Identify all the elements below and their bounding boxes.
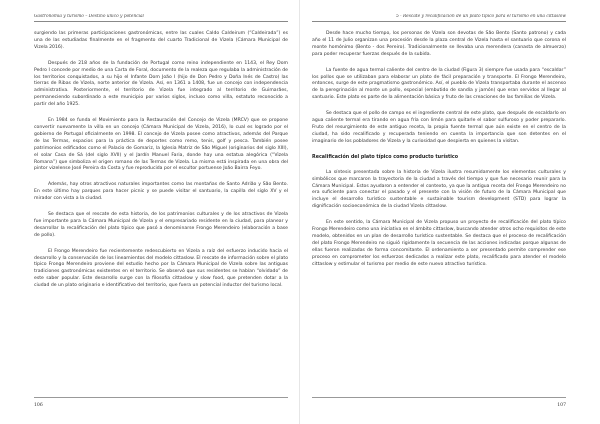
left-page-number: 106 [34, 403, 43, 408]
paragraph: Desde hace mucho tiempo, los personas de Vizela son devotas de São Bento (Santo patrono) y cada año el 11 de Julio organizan una procesión desde la plaza central de Vizela hasta el santuario que corona el monte homónimo (Bento - dos Pereiro). Tradicionalmente se llevaba una merendera (canasta de almuerzo) para poder recuperar fuerzas después de la subida. [312, 31, 566, 57]
section-heading: Recalificación del plato típico como producto turístico [312, 154, 459, 160]
left-running-head: Gastronomía y turismo – Destino único y potencial [34, 14, 288, 22]
paragraph: El Frongo Merendeiro fue recientemente redescubierto en Vizela a raíz del esfuerzo inducido hacia el desarrollo y la conservación de los lineamientos del modelo cittaslow. El rescate de información sobre el plato típico Frongo Merendeiro proviene del estudio hecho por la Cámara Municipal de Vizela sobre las antiguas tradiciones gastronómicas existentes en el territorio. Se observó que sus residentes se habían “olvidado” de este saber popular. Este desarrollo surge con la filosofía cittaslow y slow food, que pretenden dotar a la ciudad de un plato originario e identificativo del territorio, que fuera un potencial inductor del turismo local. [34, 248, 288, 289]
paragraph: En este sentido, la Cámara Municipal de Vizela propuso un proyecto de recalificación del plato típico Frongo Merendeiro como una iniciativa en el ámbito cittaslow, buscando atender otros ocho requisitos de este modelo, obtenidos en un plan de desarrollo turístico sustentable. Se destaca que el proceso de recalificación del plato Frongo Merendeiro no siguió rigidamente la secuencia de las acciones indicadas porque algunas de ellas fueron realizadas de forma concomitante. El ordenamiento a ser presentado permite comprender ese proceso en comprometer los esfuerzos dedicados a realizar este plato, recalificado para atender el modelo cittaslow y estimular el turismo por medio de este nuevo atractivo turístico. [312, 220, 567, 267]
paragraph: Además, hay otros atractivos naturales importantes como las montañas de Santo Adrião y São Bento. En este último hay parques para hacer picnic y se puede visitar el santuario, la capilla del siglo XV y el mirador con vista a la ciudad. [34, 182, 288, 202]
right-footer-rule [312, 397, 566, 398]
right-page-number: 107 [557, 403, 566, 408]
paragraph: La fuente de agua termal caliente del centro de la ciudad (Figura 3) siempre fue usada para “escaldar” los pollos que se utilizaban para elaborar un plato de fácil preparación y transporte. El Frongo Merendeiro, entonces, surge de este pragmatismo gastronómico. Así, el pueblo de Vizela transportaba durante el ascenso de la peregrinación al monte un pollo, especial (embutido de sandía y jamón) que eran servidos al llegar al santuario. Este plato es parte de la alimentación básica y fruto de las creaciones de las familias de Vizela. [312, 67, 566, 101]
right-running-head: 5 · Rescate y recalificación de un plato típico para el turismo en una cittaslow [312, 14, 566, 22]
paragraph: surgiendo las primeras participaciones gastronómicas, entre las cuales Caldo Caldeirum (“Caldeirada”) es una de las estudiadas finalmente en el fragmento del cuarto Tradicional de Vizela (Cámara Municipal de Vizela 2016). [34, 31, 288, 50]
left-body-text [34, 31, 288, 290]
paragraph: Se destaca que el pollo de campo es el ingrediente central de este plato, que después de escaldarlo en agua caliente termal era tirando en agua fría con limón para quitarle el sabor sulfuroso y poder prepararlo. Fruto del resurgimiento de este antiguo receta, la propia fuente termal que aún existe en el centro de la ciudad, ha sido recalificado y recuperada teniendo en cuenta la importancia que son detentes en el imaginario de los pobladores de Vizela y la curiosidad que despierta en quienes la visitan. [312, 111, 566, 144]
paragraph: Se destaca que el rescate de esta historia, de los patrimonios culturales y de los atractivos de Vizela fue importante para la Cámara Municipal de Vizela y el empresariado residente en la ciudad, para planear y desarrollar la recalificación del plato típico que pasó a denominarse Frongo Merendeiro (elaboración a base de pollo). [34, 212, 288, 238]
left-footer-rule [34, 397, 288, 398]
paragraph: La síntesis presentada sobre la historia de Vizela ilustra resumidamente los elementos culturales y simbólicos que marcaron la trayectoria de la ciudad a través del tiempo y que fue necesario reunir para la Cámara Municipal. Estos ayudaron a entender el contexto, ya que la antigua receta del Frongo Merendeiro no era suficiente para conectar el pasado y el presente con la visión de futuro de la Cámara Municipal que incluye el desarrollo turístico sustentable e sustainable tourism development (STD) para lograr la dignificación socioeconómica de la ciudad Vizela cittaslow. [312, 169, 566, 210]
paragraph: Después de 218 años de la fundación de Portugal como reino independiente en 1143, el Rey Dom Pedro I concede por medio de una Carta de Foral, documento de la realeza que regulaba la administración de los territorios conquistados, a su hijo el Infante Dom João I (hijo de Don Pedro y Doña Inés de Castro) las tierras de Ribas de Vizela, norte anterior de Vizela. Así, en 1361 a 1408, fue un concejo con independencia administrativa. Posteriormente, el territorio de Vizela fue integrado al territorio de Guimarães, permaneciendo subordinado a este municipio por varios siglos, incluso como villa, estatuto reconocido a partir del año 1925. [34, 60, 288, 108]
right-body-text [312, 31, 566, 268]
paragraph: En 1984 se funda el Movimiento para la Restauración del Concejo de Vizela (MRCV) que se propone convertir nuevamente la villa en un concejo (Cámara Municipal de Vizela, 2016), lo cual es logrado por el gobierno de Portugal oficialmente en 1998. El concejo de Vizela posee como atractivos, además del Parque de las Termas, espacios para la práctica de deportes como remo, tenis, golf y pesca. También posee patrimonios edificados como el Palacio de Gomariz, la Iglesia Matriz de São Miguel (originarios del siglo XIII), el solar Casa de Sá (del siglo XVII) y el Jardín Manuel Faria, donde hay una estatua alegórica (“Vizela Romana”) que simboliza el origen romano de las Termas de Vizela. La misma está inspirada en una obra del pintor vizelense José Pereira da Costa y fue reproducida por el escultor portuense João Bairra Feyo. [34, 118, 288, 172]
right-page [300, 0, 600, 424]
